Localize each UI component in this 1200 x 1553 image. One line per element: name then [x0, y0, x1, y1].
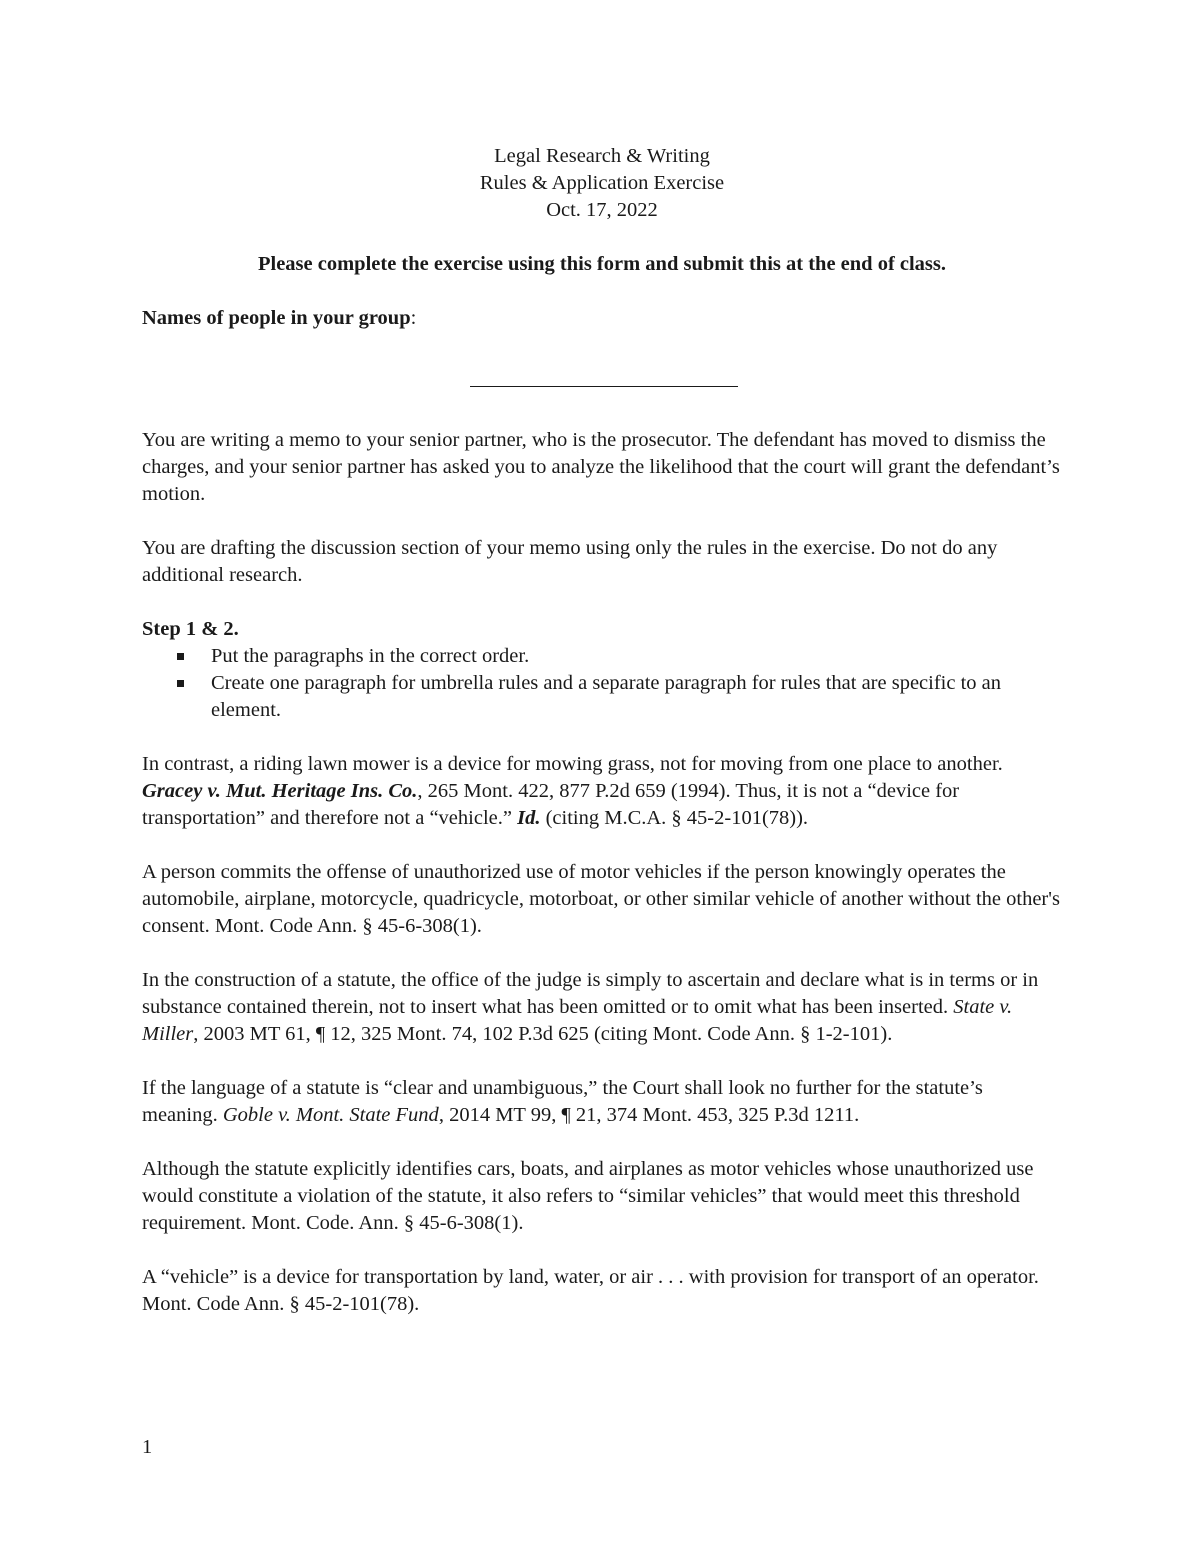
group-names-blank-line[interactable]	[470, 386, 738, 387]
rule-paragraph-statute-construction: In the construction of a statute, the office of the judge is simply to ascertain and declare what is in terms or in substance contained therein, not to insert what has been omitted or to omit what has been inserted. State v. Miller, 2003 MT 61, ¶ 12, 325 Mont. 74, 102 P.3d 625 (citing Mont. Code Ann. § 1-2-101).	[142, 969, 1039, 1045]
intro-paragraph-2: You are drafting the discussion section of your memo using only the rules in the exercise. Do not do any additional research.	[142, 537, 998, 586]
rule-paragraph-similar-vehicles: Although the statute explicitly identifies cars, boats, and airplanes as motor vehicles whose unauthorized use would constitute a violation of the statute, it also refers to “similar vehicles” that would meet this threshold requirement. Mont. Code. Ann. § 45-6-308(1).	[142, 1158, 1034, 1234]
exercise-date: Oct. 17, 2022	[546, 199, 658, 221]
step-bullet-item: Put the paragraphs in the correct order.	[142, 643, 1062, 670]
rule-paragraph-clear-language: If the language of a statute is “clear and unambiguous,” the Court shall look no further for the statute’s meaning. Goble v. Mont. State Fund, 2014 MT 99, ¶ 21, 374 Mont. 453, 325 P.3d 1211.	[142, 1077, 983, 1126]
exercise-title: Rules & Application Exercise	[479, 172, 725, 194]
square-bullet-icon	[177, 680, 184, 687]
intro-paragraph-1: You are writing a memo to your senior partner, who is the prosecutor. The defendant has moved to dismiss the charges, and your senior partner has asked you to analyze the likelihood that the court will grant the defendant’s motion.	[142, 429, 1060, 505]
document-page	[142, 143, 1062, 1318]
step-bullet-list	[142, 643, 1062, 724]
id-citation: Id.	[517, 807, 541, 829]
course-title: Legal Research & Writing	[494, 145, 710, 167]
document-header	[142, 143, 1062, 224]
group-names-label-line	[142, 305, 1062, 332]
rule-paragraph-unauthorized-use: A person commits the offense of unauthorized use of motor vehicles if the person knowingly operates the automobile, airplane, motorcycle, quadricycle, motorboat, or other similar vehicle of another without the other's consent. Mont. Code Ann. § 45-6-308(1).	[142, 861, 1060, 937]
instruction-text: Please complete the exercise using this form and submit this at the end of class.	[257, 253, 947, 275]
rule-paragraph-vehicle-definition: A “vehicle” is a device for transportation by land, water, or air . . . with provision for transport of an operator. Mont. Code Ann. § 45-2-101(78).	[142, 1266, 1039, 1315]
case-citation: Gracey v. Mut. Heritage Ins. Co.	[142, 780, 418, 802]
step-bullet-item: Create one paragraph for umbrella rules and a separate paragraph for rules that are specific to an element.	[142, 670, 1062, 724]
page-number: 1	[142, 1436, 153, 1458]
step-heading: Step 1 & 2.	[142, 618, 239, 640]
case-citation: State v. Miller	[142, 996, 1013, 1045]
group-names-colon: :	[410, 307, 417, 329]
group-names-label: Names of people in your group	[142, 307, 411, 329]
case-citation: Goble v. Mont. State Fund	[222, 1104, 439, 1126]
square-bullet-icon	[177, 653, 184, 660]
rule-paragraph-lawn-mower: In contrast, a riding lawn mower is a device for mowing grass, not for moving from one place to another. Gracey v. Mut. Heritage Ins. Co., 265 Mont. 422, 877 P.2d 659 (1994). Thus, it is not a “device for transportation” and therefore not a “vehicle.” Id. (citing M.C.A. § 45-2-101(78)).	[142, 753, 1003, 829]
